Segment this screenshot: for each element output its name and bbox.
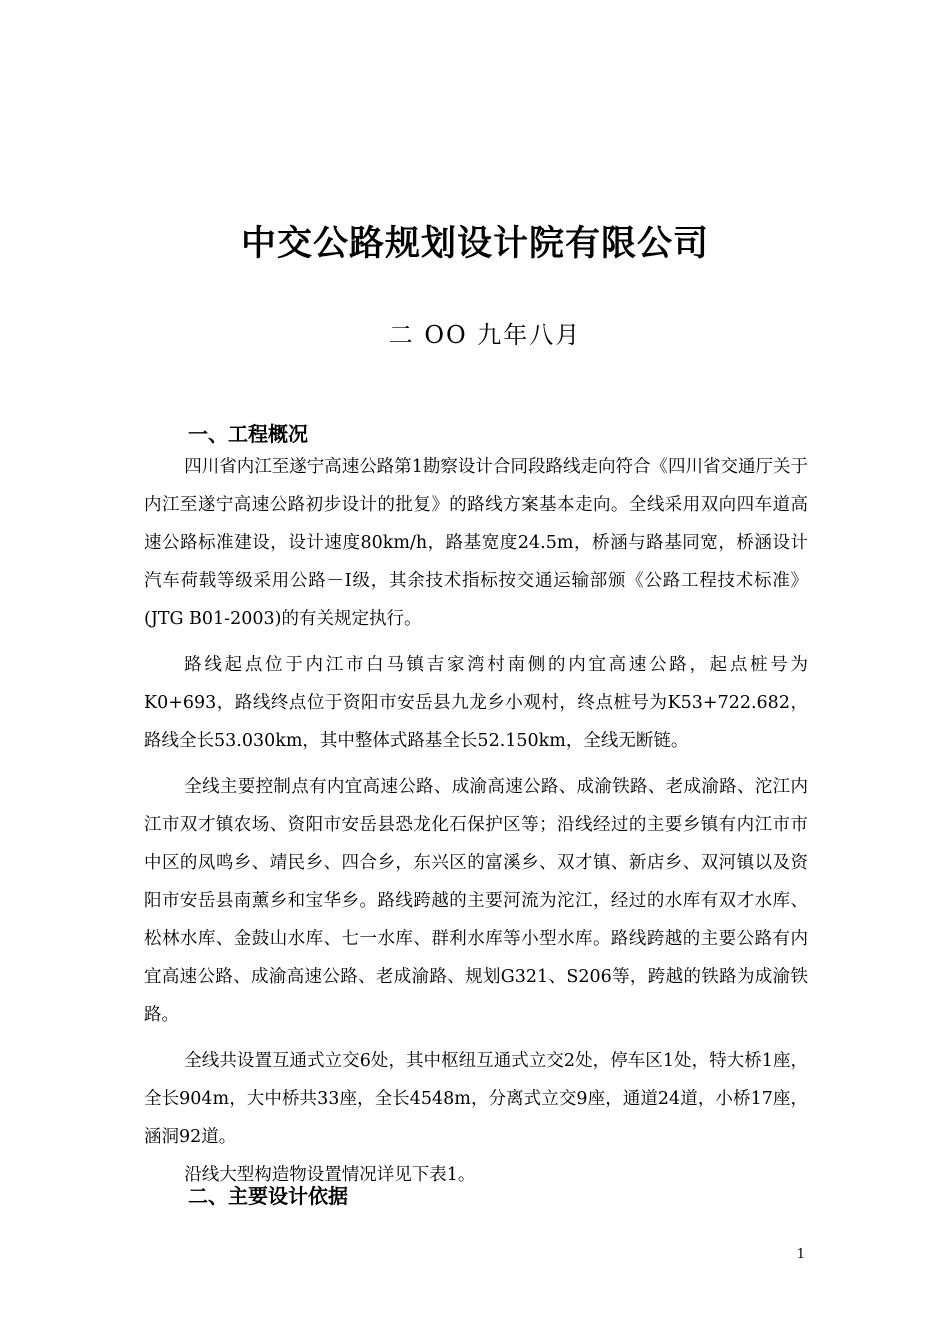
paragraph: 四川省内江至遂宁高速公路第1勘察设计合同段路线走向符合《四川省交通厅关于内江至遂宁高速公路初步设计的批复》的路线方案基本走向。全线采用双向四车道高速公路标准建设，设计速度80km/h，路基宽度24.5m，桥涵与路基同宽，桥涵设计汽车荷载等级采用公路－Ⅰ级，其余技术指标按交通运输部颁《公路工程技术标准》(JTG B01-2003)的有关规定执行。	[144, 457, 808, 629]
document-date: 二 OO 九年八月	[388, 321, 582, 349]
paragraph: 全线共设置互通式立交6处，其中枢纽互通式立交2处，停车区1处，特大桥1座，全长904m，大中桥共33座，全长4548m，分离式立交9座，通道24道，小桥17座，涵洞92道。	[144, 1051, 808, 1147]
paragraph: 全线主要控制点有内宜高速公路、成渝高速公路、成渝铁路、老成渝路、沱江内江市双才镇农场、资阳市安岳县恐龙化石保护区等；沿线经过的主要乡镇有内江市市中区的凤鸣乡、靖民乡、四合乡，东兴区的富溪乡、双才镇、新店乡、双河镇以及资阳市安岳县南薰乡和宝华乡。路线跨越的主要河流为沱江，经过的水库有双才水库、松林水库、金鼓山水库、七一水库、群利水库等小型水库。路线跨越的主要公路有内宜高速公路、成渝高速公路、老成渝路、规划G321、S206等，跨越的铁路为成渝铁路。	[144, 777, 808, 1025]
page-number: 1	[796, 1247, 805, 1262]
paragraph: 路线起点位于内江市白马镇吉家湾村南侧的内宜高速公路，起点桩号为K0+693，路线终点位于资阳市安岳县九龙乡小观村，终点桩号为K53+722.682，路线全长53.030km，其中整体式路基全长52.150km，全线无断链。	[144, 655, 808, 751]
section-heading-design-basis: 二、主要设计依据	[188, 1184, 348, 1208]
company-title: 中交公路规划设计院有限公司	[240, 224, 709, 264]
section-body-project-overview	[144, 448, 808, 1202]
section-heading-project-overview: 一、工程概况	[188, 422, 308, 446]
paragraph: 沿线大型构造物设置情况详见下表1。	[184, 1165, 476, 1185]
